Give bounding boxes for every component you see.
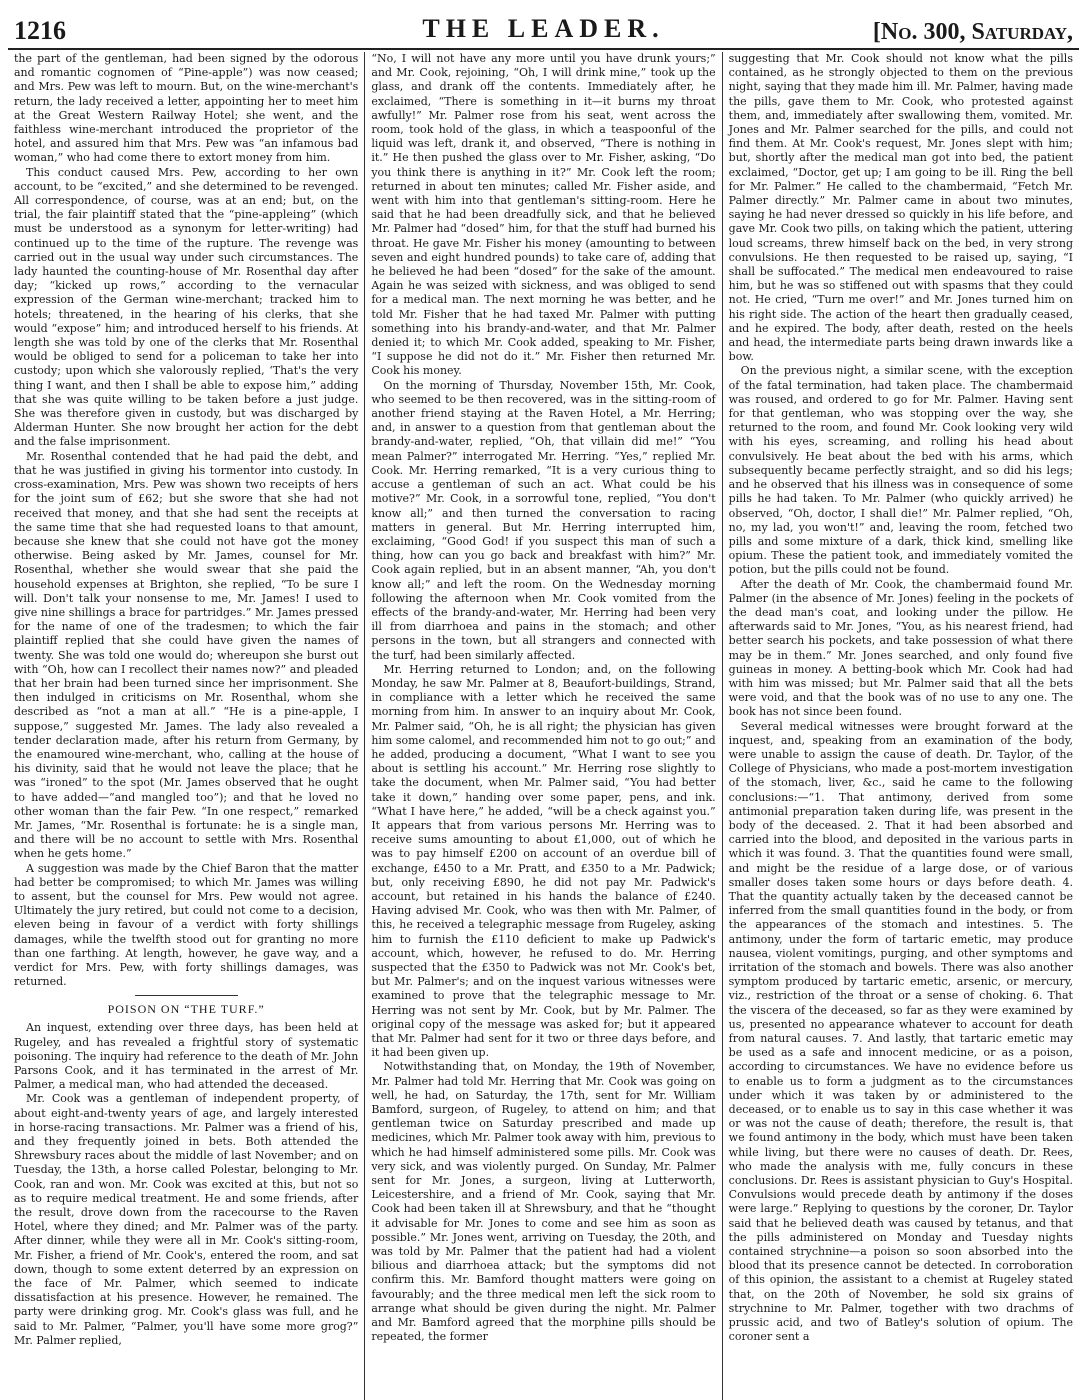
paragraph: Mr. Cook was a gentleman of independent property, of about eight-and-twenty years of age, and largely interested in horse-racing transactions. Mr. Palmer was a friend of his, and they frequently joined in bets. Both attended the Shrewsbury races about the middle of last November; and on Tuesday, the 13th, a horse called Polestar, belonging to Mr. Cook, ran and won. Mr. Cook was excited at this, but not so as to require medical treatment. He and some friends, after the result, drove down from the racecourse to the Raven Hotel, where they dined; and Mr. Palmer was of the party. After dinner, while they were all in Mr. Cook's sitting-room, Mr. Fisher, a friend of Mr. Cook's, entered the room, and sat down, though to some extent deterred by an expression on the face of Mr. Palmer, which seemed to indicate dissatisfaction at his presence. However, he remained. The party were drinking grog. Mr. Cook's glass was full, and he said to Mr. Palmer, “Palmer, you'll have some more grog?” Mr. Palmer replied,	[14, 1092, 359, 1347]
paragraph: A suggestion was made by the Chief Baron that the matter had better be compromised; to which Mr. James was willing to assent, but the counsel for Mrs. Pew would not agree. Ultimately the jury retired, but could not come to a decision, eleven being in favour of a verdict with forty shillings damages, while the twelfth stood out for granting no more than one farthing. At length, however, he gave way, and a verdict for Mrs. Pew, with forty shillings damages, was returned.	[14, 861, 359, 989]
section-divider	[135, 995, 238, 996]
column-3	[722, 52, 1079, 1400]
paragraph: “No, I will not have any more until you have drunk yours;” and Mr. Cook, rejoining, “Oh, I will drink mine,” took up the glass, and drank off the contents. Immediately after, he exclaimed, “There is something in it—it burns my throat awfully!” Mr. Palmer rose from his seat, went across the room, took hold of the glass, in which a teaspoonful of the liquid was left, drank it, and observed, “There is nothing in it.” He then pushed the glass over to Mr. Fisher, asking, “Do you think there is anything in it?” Mr. Cook left the room; returned in about ten minutes; called Mr. Fisher aside, and went with him into that gentleman's sitting-room. Here he said that he had been dreadfully sick, and that he believed Mr. Palmer had “dosed” him, for that the stuff had burned his throat. He gave Mr. Fisher his money (amounting to between seven and eight hundred pounds) to take care of, adding that he believed he had been “dosed” for the sake of the amount. Again he was seized with sickness, and was obliged to send for a medical man. The next morning he was better, and he told Mr. Fisher that he had taxed Mr. Palmer with putting something into his brandy-and-water, and that Mr. Palmer denied it; to which Mr. Cook added, speaking to Mr. Fisher, “I suppose he did not do it.” Mr. Fisher then returned Mr. Cook his money.	[371, 52, 716, 378]
paragraph: An inquest, extending over three days, has been held at Rugeley, and has revealed a frightful story of systematic poisoning. The inquiry had reference to the death of Mr. John Parsons Cook, and it has terminated in the arrest of Mr. Palmer, a medical man, who had attended the deceased.	[14, 1021, 359, 1092]
article-columns	[8, 52, 1079, 1400]
paragraph: After the death of Mr. Cook, the chambermaid found Mr. Palmer (in the absence of Mr. Jones) feeling in the pockets of the dead man's coat, and looking under the pillow. He afterwards said to Mr. Jones, “You, as his nearest friend, had better search his pockets, and take possession of what there may be in them.” Mr. Jones searched, and only found five guineas in money. A betting-book which Mr. Cook had had with him was missed; but Mr. Palmer said that all the bets were void, and that the book was of no use to any one. The book has not since been found.	[728, 577, 1073, 719]
paragraph: On the morning of Thursday, November 15th, Mr. Cook, who seemed to be then recovered, was in the sitting-room of another friend staying at the Raven Hotel, a Mr. Herring; and, in answer to a question from that gentleman about the brandy-and-water, replied, “Oh, that villain did me!” “You mean Palmer?” interrogated Mr. Herring. “Yes,” replied Mr. Cook. Mr. Herring remarked, “It is a very curious thing to accuse a gentleman of such an act. What could be his motive?” Mr. Cook, in a sorrowful tone, replied, “You don't know all;” and then turned the conversation to racing matters in general. But Mr. Herring interrupted him, exclaiming, “Good God! if you suspect this man of such a thing, how can you go back and breakfast with him?” Mr. Cook again replied, but in an absent manner, “Ah, you don't know all;” and left the room. On the Wednesday morning following the afternoon when Mr. Cook vomited from the effects of the brandy-and-water, Mr. Herring had been very ill from diarrhoea and pains in the stomach; and other persons in the town, but all strangers and connected with the turf, had been similarly affected.	[371, 378, 716, 662]
article-heading: POISON ON “THE TURF.”	[107, 1002, 265, 1017]
newspaper-title: THE LEADER.	[422, 14, 665, 43]
paragraph: the part of the gentleman, had been signed by the odorous and romantic cognomen of “Pine-apple”) was now ceased; and Mrs. Pew was left to mourn. But, on the wine-merchant's return, the lady received a letter, appointing her to meet him at the Great Western Railway Hotel; she went, and the faithless wine-merchant introduced the proprietor of the hotel, and assured him that Mrs. Pew was “an infamous bad woman,” who had come there to extort money from him.	[14, 52, 359, 165]
issue-info: [No. 300, Saturday,	[872, 19, 1073, 45]
paragraph: This conduct caused Mrs. Pew, according to her own account, to be “excited,” and she determined to be revenged. All correspondence, of course, was at an end; but, on the trial, the fair plaintiff stated that the “pine-appleing” (which must be understood as a synonym for letter-writing) had continued up to the time of the rupture. The revenge was carried out in the usual way under such circumstances. The lady haunted the counting-house of Mr. Rosenthal day after day; “kicked up rows,” according to the vernacular expression of the German wine-merchant; tracked him to hotels; threatened, in the hearing of his clerks, that she would “expose” him; and introduced herself to his friends. At length she was told by one of the clerks that Mr. Rosenthal would be obliged to send for a policeman to take her into custody; upon which she valorously replied, ‘That's the very thing I want, and then I shall be able to expose him,” adding that she was quite willing to be taken before a just judge. She was therefore given in custody, but was discharged by Alderman Hunter. She now brought her action for the debt and the false imprisonment.	[14, 165, 359, 449]
masthead	[8, 0, 1079, 50]
paragraph: On the previous night, a similar scene, with the exception of the fatal termination, had taken place. The chambermaid was roused, and ordered to go for Mr. Palmer. Having sent for that gentleman, who was stopping over the way, she returned to the room, and found Mr. Cook looking very wild with his eyes, screaming, and rolling his head about convulsively. He beat about the bed with his arms, which subsequently became perfectly straight, and so did his legs; and he observed that his illness was in consequence of some pills he had taken. To Mr. Palmer (who quickly arrived) he observed, “Oh, doctor, I shall die!” Mr. Palmer replied, “Oh, no, my lad, you won't!” and, leaving the room, fetched two pills and some mixture of a dark, thick kind, smelling like opium. These the patient took, and immediately vomited the potion, but the pills could not be found.	[728, 364, 1073, 577]
column-2	[364, 52, 721, 1400]
paragraph: Several medical witnesses were brought forward at the inquest, and, speaking from an examination of the body, were unable to assign the cause of death. Dr. Taylor, of the College of Physicians, who made a post-mortem investigation of the stomach, liver, &c., said he came to the following conclusions:—“1. That antimony, derived from some antimonial preparation taken during life, was present in the body of the deceased. 2. That it had been absorbed and carried into the blood, and deposited in the various parts in which it was found. 3. That the quantities found were small, and might be the residue of a large dose, or of various smaller doses taken some hours or days before death. 4. That the quantity actually taken by the deceased cannot be inferred from the small quantities found in the body, or from the appearances of the stomach and intestines. 5. The antimony, under the form of tartaric emetic, may produce nausea, violent vomitings, purging, and other symptoms and irritation of the stomach and bowels. There was also another symptom produced by tartaric emetic, arsenic, or mercury, viz., restriction of the throat or a sense of choking. 6. That the viscera of the deceased, so far as they were examined by us, presented no appearance whatever to account for death from natural causes. 7. And lastly, that tartaric emetic may be used as a safe and innocent medicine, or as a poison, according to circumstances. We have no evidence before us to enable us to form a judgment as to the circumstances under which it was taken by or administered to the deceased, or to enable us to say in this case whether it was or was not the cause of death; therefore, the result is, that we found antimony in the body, which must have been taken while living, but there were no causes of death. Dr. Rees, who made the analysis with me, fully concurs in these conclusions. Dr. Rees is assistant physician to Guy's Hospital. Convulsions would precede death by antimony if the doses were large.” Replying to questions by the coroner, Dr. Taylor said that he believed death was caused by tetanus, and that the pills administered on Monday and Tuesday nights contained strychnine—a poison so soon absorbed into the blood that its presence cannot be detected. In corroboration of this opinion, the assistant to a chemist at Rugeley stated that, on the 20th of November, he sold six grains of strychnine to Mr. Palmer, together with two drachms of prussic acid, and two of Batley's solution of opium. The coroner sent a	[728, 719, 1073, 1344]
paragraph: Mr. Herring returned to London; and, on the following Monday, he saw Mr. Palmer at 8, Beaufort-buildings, Strand, in compliance with a letter which he received the same morning from him. In answer to an inquiry about Mr. Cook, Mr. Palmer said, “Oh, he is all right; the physician has given him some calomel, and recommended him not to go out;” and he added, producing a document, “What I want to see you about is settling his account.” Mr. Herring rose slightly to take the document, when Mr. Palmer said, “You had better take it down,” handing over some paper, pens, and ink. “What I have here,” he added, “will be a check against you.” It appears that from various persons Mr. Herring was to receive sums amounting to about £1,000, out of which he was to pay himself £200 on account of an overdue bill of exchange, £450 to a Mr. Pratt, and £350 to a Mr. Padwick; but, only receiving £890, he did not pay Mr. Padwick's account, but retained in his hands the balance of £240. Having advised Mr. Cook, who was then with Mr. Palmer, of this, he received a telegraphic message from Rugeley, asking him to furnish the £110 deficient to make up Padwick's account, which, however, he refused to do. Mr. Herring suspected that the £350 to Padwick was not Mr. Cook's bet, but Mr. Palmer's; and on the inquest various witnesses were examined to prove that the telegraphic message to Mr. Herring was not sent by Mr. Cook, but by Mr. Palmer. The original copy of the message was asked for; but it appeared that Mr. Palmer had sent for it two or three days before, and it had been given up.	[371, 662, 716, 1060]
paragraph: Mr. Rosenthal contended that he had paid the debt, and that he was justified in giving his tormentor into custody. In cross-examination, Mrs. Pew was shown two receipts of hers for the joint sum of £62; but she swore that she had not received that money, and that she had sent the receipts at the same time that she had requested loans to that amount, because she knew that she could not have got the money otherwise. Being asked by Mr. James, counsel for Mr. Rosenthal, whether she would swear that she paid the household expenses at Brighton, she replied, “To be sure I will. Don't talk your nonsense to me, Mr. James! I used to give nine shillings a brace for partridges.” Mr. James pressed for the name of one of the tradesmen; to which the fair plaintiff replied that she could have given the names of twenty. She was told one would do; whereupon she burst out with “Oh, how can I recollect their names now?” and pleaded that her brain had been turned since her imprisonment. She then indulged in criticisms on Mr. Rosenthal, whom she described as “not a man at all.” “He is a pine-apple, I suppose,” suggested Mr. James. The lady also revealed a tender declaration made, after his return from Germany, by the enamoured wine-merchant, who, calling at the house of his divinity, said that he would not leave the place; that he was “ironed” to the spot (Mr. James observed that he ought to have added—“and mangled too”); and that he loved no other woman than the fair Pew. “In one respect,” remarked Mr. James, “Mr. Rosenthal is fortunate: he is a single man, and there will be no account to settle with Mrs. Rosenthal when he gets home.”	[14, 449, 359, 861]
column-1	[8, 52, 364, 1400]
page-number: 1216	[14, 16, 66, 45]
paragraph: suggesting that Mr. Cook should not know what the pills contained, as he strongly objected to them on the previous night, saying that they made him ill. Mr. Palmer, having made the pills, gave them to Mr. Cook, who protested against them, and, immediately after swallowing them, vomited. Mr. Jones and Mr. Palmer searched for the pills, and could not find them. At Mr. Cook's request, Mr. Jones slept with him; but, shortly after the medical man got into bed, the patient exclaimed, “Doctor, get up; I am going to be ill. Ring the bell for Mr. Palmer.” He called to the chambermaid, “Fetch Mr. Palmer directly.” Mr. Palmer came in about two minutes, saying he had never dressed so quickly in his life before, and gave Mr. Cook two pills, on taking which the patient, uttering loud screams, threw himself back on the bed, in very strong convulsions. He then requested to be raised up, saying, “I shall be suffocated.” The medical men endeavoured to raise him, but he was so stiffened out with spasms that they could not. He cried, “Turn me over!” and Mr. Jones turned him on his right side. The action of the heart then gradually ceased, and he expired. The body, after death, rested on the heels and head, the intermediate parts being drawn inwards like a bow.	[728, 52, 1073, 364]
paragraph: Notwithstanding that, on Monday, the 19th of November, Mr. Palmer had told Mr. Herring that Mr. Cook was going on well, he had, on Saturday, the 17th, sent for Mr. William Bamford, surgeon, of Rugeley, to attend on him; and that gentleman twice on Saturday prescribed and made up medicines, which Mr. Palmer took away with him, previous to which he had himself administered some pills. Mr. Cook was very sick, and was violently purged. On Sunday, Mr. Palmer sent for Mr. Jones, a surgeon, living at Lutterworth, Leicestershire, and a friend of Mr. Cook, saying that Mr. Cook had been taken ill at Shrewsbury, and that he “thought it advisable for Mr. Jones to come and see him as soon as possible.” Mr. Jones went, arriving on Tuesday, the 20th, and was told by Mr. Palmer that the patient had had a violent bilious and diarrhoea attack; but the symptoms did not confirm this. Mr. Bamford thought matters were going on favourably; and the three medical men left the sick room to arrange what should be given during the night. Mr. Palmer and Mr. Bamford agreed that the morphine pills should be repeated, the former	[371, 1060, 716, 1344]
